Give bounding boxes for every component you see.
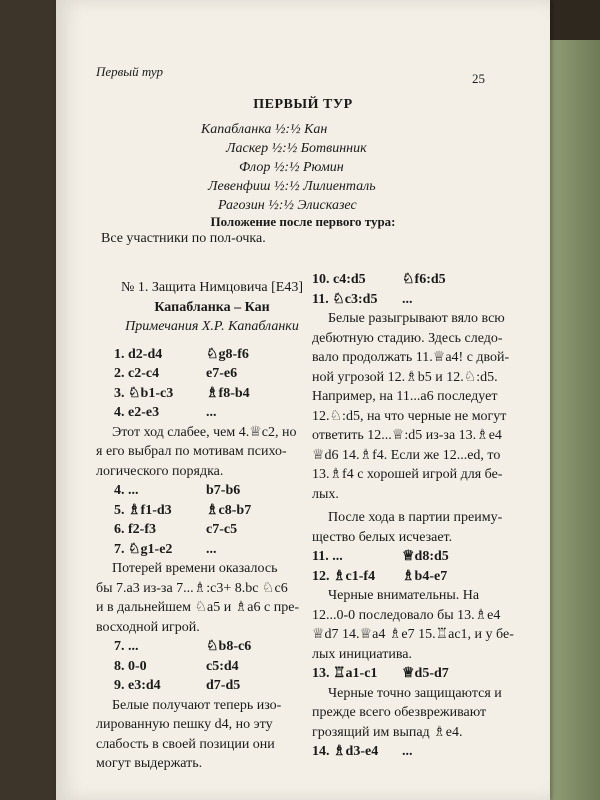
move-row: [312, 742, 512, 762]
pairing-item: Капабланка ½:½ Кан: [201, 122, 328, 137]
move-row: [312, 664, 512, 684]
left-column: [96, 278, 328, 774]
move-row: [96, 657, 328, 677]
comment-line: 13.♗f4 с хорошей игрой для бе-: [312, 467, 503, 482]
black-move: ...: [206, 405, 217, 420]
white-move: 4. ...: [114, 483, 139, 498]
players: Капабланка – Кан: [154, 299, 270, 315]
move-row: [96, 481, 328, 501]
white-move: 6. f2-f3: [114, 522, 156, 537]
black-move: ♕d8:d5: [402, 549, 449, 564]
page-number: 25: [472, 71, 485, 86]
black-move: ♗f8-b4: [206, 385, 250, 401]
black-move: ...: [206, 541, 217, 557]
running-head: Первый тур: [96, 64, 164, 79]
black-move: ♗c8-b7: [206, 502, 252, 518]
black-move: c5:d4: [206, 658, 239, 674]
comment-line: Этот ход слабее, чем 4.♕c2, но: [112, 424, 297, 440]
white-move: 2. c2-c4: [114, 366, 160, 381]
comment-line: слабость в своей позиции они: [96, 736, 275, 752]
right-column: [312, 270, 512, 762]
move-row: [96, 501, 328, 521]
black-move: c7-c5: [206, 522, 238, 537]
comment-line: Белые получают теперь изо-: [112, 697, 282, 713]
standings-heading: Положение после первого тура:: [210, 214, 396, 229]
white-move: 3. ♘b1-c3: [114, 385, 174, 401]
move-row: [96, 520, 328, 540]
black-move: ♘b8-c6: [206, 639, 252, 654]
comment-line: Потерей времени оказалось: [112, 561, 278, 576]
comment-line: Например, на 11...a6 последует: [312, 389, 498, 404]
comment-line: Белые разыгрывают вяло всю: [328, 311, 505, 326]
comment-line: бы 7.a3 из-за 7...♗:c3+ 8.bc ♘c6: [96, 580, 288, 596]
comment-line: дебютную стадию. Здесь следо-: [312, 330, 503, 346]
move-row: [96, 676, 328, 696]
move-row: [312, 270, 512, 290]
move-row: [96, 384, 328, 404]
move-row: [312, 567, 512, 587]
white-move: 7. ♘g1-e2: [114, 541, 173, 557]
standings-text: Все участники по пол-очка.: [101, 231, 266, 246]
comment-line: вало продолжать 11.♕a4! с двой-: [312, 350, 510, 365]
white-move: 1. d2-d4: [114, 346, 163, 362]
move-row: [96, 540, 328, 560]
comment-line: лых инициатива.: [312, 646, 412, 662]
annotator: Примечания Х.Р. Капабланки: [125, 319, 299, 334]
comment-line: ♕d6 14.♗f4. Если же 12...ed, то: [312, 447, 501, 463]
comment-line: и в дальнейшем ♘a5 и ♗a6 с пре-: [96, 600, 300, 615]
white-move: 9. e3:d4: [114, 678, 161, 693]
comment-line: грозящий им выпад ♗e4.: [312, 724, 463, 740]
black-move: e7-e6: [206, 366, 238, 381]
comment-line: Черные внимательны. На: [328, 588, 480, 603]
black-move: b7-b6: [206, 483, 241, 498]
game-heading: № 1. Защита Нимцовича [E43]: [120, 280, 304, 295]
comment-line: могут выдержать.: [96, 756, 203, 771]
comment-line: прежде всего обезвреживают: [312, 705, 487, 720]
move-row: [312, 547, 512, 567]
move-row: [96, 637, 328, 657]
comment-line: я его выбрал по мотивам психо-: [96, 444, 287, 459]
white-move: 12. ♗c1-f4: [312, 568, 376, 584]
pairing-item: Левенфиш ½:½ Лилиенталь: [208, 179, 376, 194]
pairing-item: Флор ½:½ Рюмин: [239, 160, 344, 175]
white-move: 8. 0-0: [114, 658, 147, 674]
comment-line: щество белых исчезает.: [312, 529, 453, 545]
black-move: d7-d5: [206, 678, 241, 693]
comment-line: лых.: [312, 486, 339, 502]
white-move: 4. e2-e3: [114, 405, 160, 420]
move-row: [96, 364, 328, 384]
white-move: 7. ...: [114, 639, 139, 654]
black-move: ♗b4-e7: [402, 568, 448, 584]
comment-line: ответить 12...♕:d5 из-за 13.♗e4: [312, 428, 502, 443]
comment-line: ной угрозой 12.♗b5 и 12.♘:d5.: [312, 369, 498, 385]
comment-line: Черные точно защищаются и: [328, 685, 502, 701]
black-move: ...: [402, 291, 413, 307]
move-row: [312, 290, 512, 310]
black-move: ♘g8-f6: [206, 346, 249, 362]
black-move: ...: [402, 744, 413, 759]
page-title: ПЕРВЫЙ ТУР: [253, 97, 353, 112]
comment-line: восходной игрой.: [96, 619, 200, 635]
white-move: 10. c4:d5: [312, 272, 366, 287]
white-move: 11. ...: [312, 549, 343, 564]
pairing-item: Рагозин ½:½ Элисказес: [218, 198, 357, 213]
white-move: 11. ♘c3:d5: [312, 291, 378, 307]
book-page: [56, 0, 550, 800]
pairing-item: Ласкер ½:½ Ботвинник: [226, 141, 367, 156]
black-move: ♘f6:d5: [402, 272, 446, 287]
move-row: [96, 345, 328, 365]
comment-line: 12...0-0 последовало бы 13.♗e4: [312, 607, 501, 623]
white-move: 13. ♖a1-c1: [312, 666, 378, 681]
move-row: [96, 403, 328, 423]
white-move: 5. ♗f1-d3: [114, 502, 172, 518]
black-move: ♕d5-d7: [402, 666, 449, 681]
comment-line: ♕d7 14.♕a4 ♗e7 15.♖ac1, и у бе-: [312, 627, 514, 642]
white-move: 14. ♗d3-e4: [312, 744, 379, 759]
comment-line: лированную пешку d4, но эту: [96, 717, 273, 732]
comment-line: После хода в партии преиму-: [328, 510, 503, 525]
comment-line: логического порядка.: [96, 463, 224, 479]
comment-line: 12.♘:d5, на что черные не могут: [312, 408, 507, 424]
